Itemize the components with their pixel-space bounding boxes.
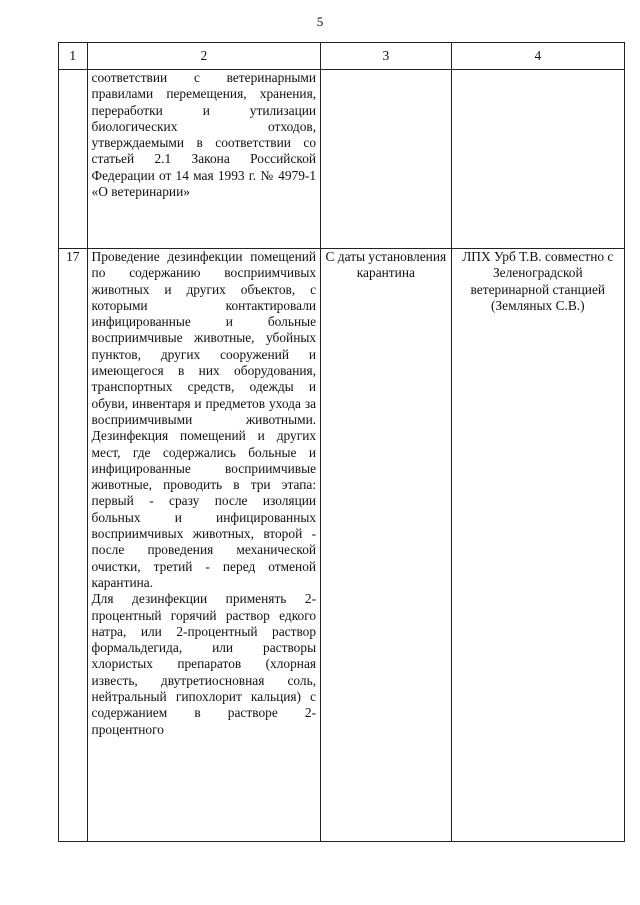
header-cell-3: 3 xyxy=(321,43,452,70)
header-cell-4: 4 xyxy=(451,43,624,70)
measure-text xyxy=(87,249,321,842)
measure-paragraph: Проведение дезинфекции помещений по содержанию восприимчивых животных и других объектов, с которыми контактировали инфицированные и больные восприимчивые животные, убойных пунктов, других сооружений и имеющегося в них оборудования, транспортных средств, одежды и обуви, инвентаря и предметов ухода за восприимчивыми животными. Дезинфекция помещений и других мест, где содержались больные и инфицированные восприимчивые животные, проводить в три этапа: первый - сразу после изоляции больных и инфицированных восприимчивых животных, второй - после проведения механической очистки, третий - перед отменой карантина. xyxy=(91,249,317,590)
page-number: 5 xyxy=(316,14,324,29)
row-number: 17 xyxy=(59,249,88,842)
header-cell-2: 2 xyxy=(87,43,321,70)
table-row xyxy=(59,70,625,249)
measures-table xyxy=(58,42,625,842)
measure-paragraph: соответствии с ветеринарными правилами перемещения, хранения, переработки и утилизации биологических отходов, утверждаемыми в соответствии со статьей 2.1 Закона Российской Федерации от 14 мая 1993 г. № 4979-1 «О ветеринарии» xyxy=(91,70,317,200)
header-cell-1: 1 xyxy=(59,43,88,70)
responsible-cell: ЛПХ Урб Т.В. совместно с Зеленоградской ветеринарной станцией (Земляных С.В.) xyxy=(451,249,624,842)
deadline-cell: С даты установления карантина xyxy=(321,249,452,842)
row-number xyxy=(59,70,88,249)
measure-text xyxy=(87,70,321,249)
measure-paragraph-2: Для дезинфекции применять 2-процентный горячий раствор едкого натра, или 2-процентный раствор формальдегида, или растворы хлористых препаратов (хлорная известь, двутретиосновная соль, нейтральный гипохлорит кальция) с содержанием в растворе 2-процентного xyxy=(91,591,317,737)
deadline-cell xyxy=(321,70,452,249)
responsible-cell xyxy=(451,70,624,249)
table-row xyxy=(59,249,625,842)
table-header-row xyxy=(59,43,625,70)
